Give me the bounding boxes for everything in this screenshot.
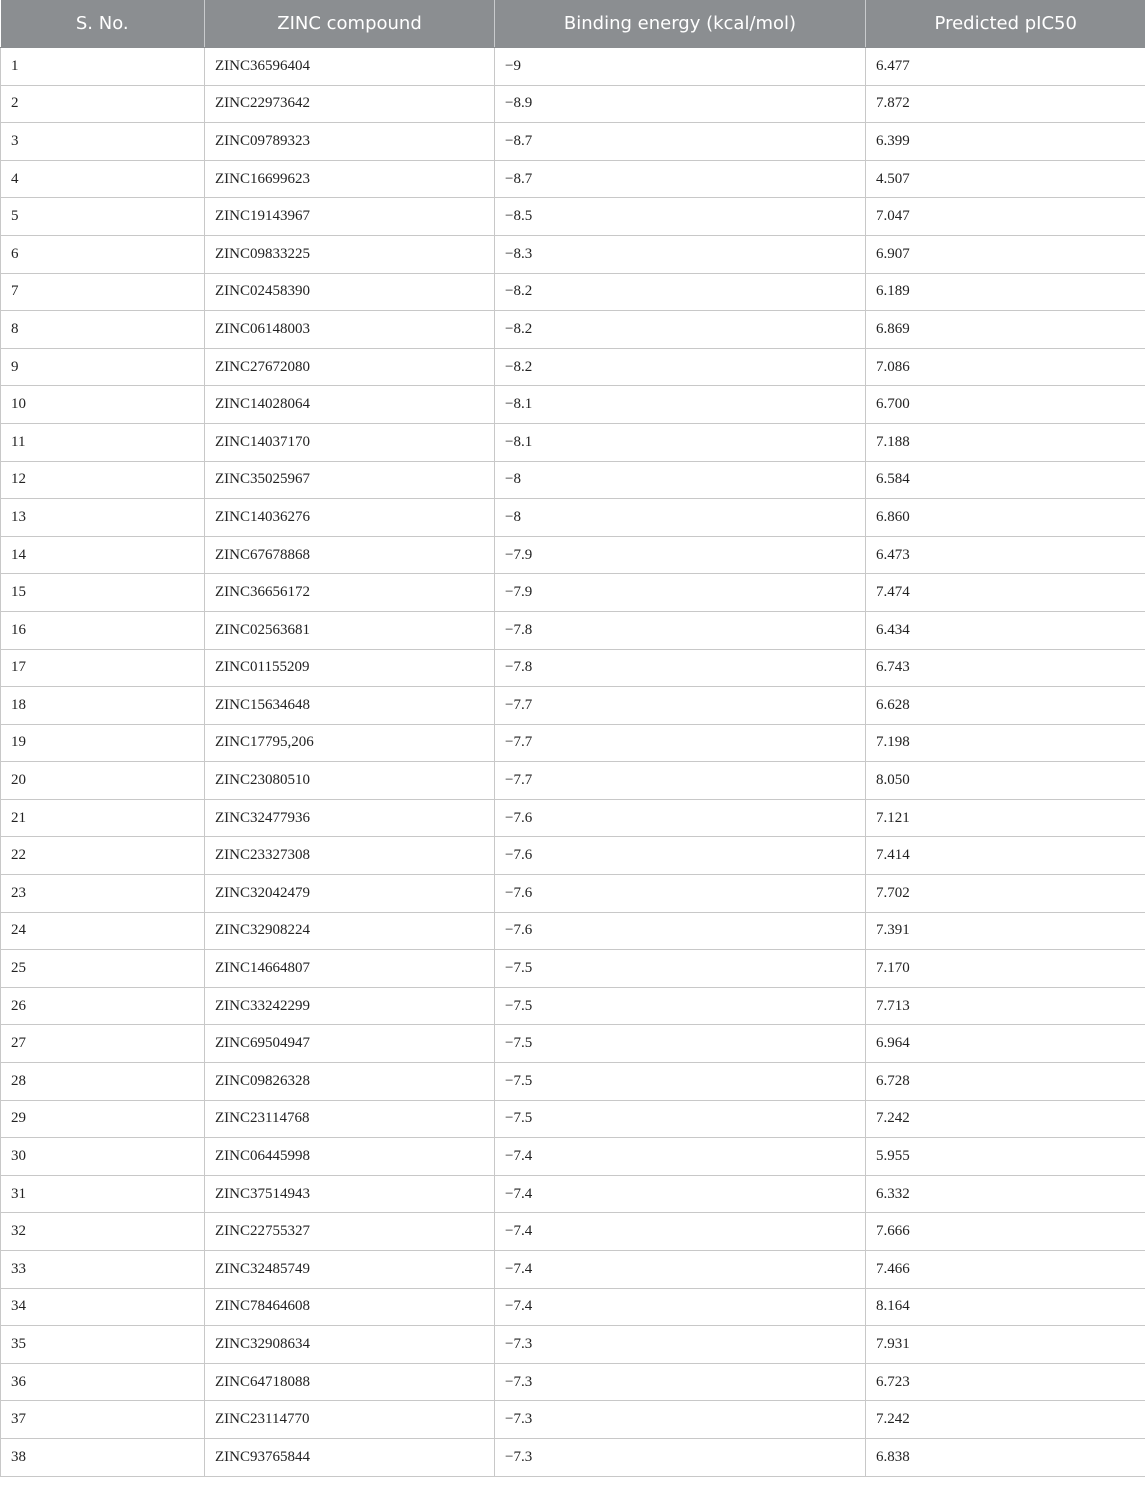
table-header	[1, 0, 1145, 48]
table-row	[1, 1138, 1145, 1176]
serial-number-cell: 33	[1, 1251, 205, 1289]
predicted-pic50-cell: 7.198	[866, 724, 1145, 762]
zinc-compound-cell: ZINC32477936	[205, 799, 495, 837]
binding-energy-cell: −7.9	[495, 536, 866, 574]
header-binding-energy: Binding energy (kcal/mol)	[495, 0, 866, 48]
predicted-pic50-cell: 4.507	[866, 160, 1145, 198]
predicted-pic50-cell: 7.170	[866, 950, 1145, 988]
serial-number-cell: 30	[1, 1138, 205, 1176]
table-row	[1, 311, 1145, 349]
serial-number-cell: 34	[1, 1288, 205, 1326]
serial-number-cell: 14	[1, 536, 205, 574]
binding-energy-cell: −8.2	[495, 311, 866, 349]
zinc-compound-cell: ZINC09833225	[205, 235, 495, 273]
predicted-pic50-cell: 6.728	[866, 1063, 1145, 1101]
table-row	[1, 574, 1145, 612]
table-row	[1, 1213, 1145, 1251]
binding-energy-cell: −8.9	[495, 85, 866, 123]
predicted-pic50-cell: 7.474	[866, 574, 1145, 612]
header-zinc-compound: ZINC compound	[205, 0, 495, 48]
binding-energy-cell: −7.8	[495, 611, 866, 649]
predicted-pic50-cell: 7.086	[866, 348, 1145, 386]
serial-number-cell: 32	[1, 1213, 205, 1251]
table-row	[1, 1025, 1145, 1063]
table-row	[1, 48, 1145, 86]
predicted-pic50-cell: 6.473	[866, 536, 1145, 574]
serial-number-cell: 37	[1, 1401, 205, 1439]
predicted-pic50-cell: 6.907	[866, 235, 1145, 273]
zinc-compound-cell: ZINC09826328	[205, 1063, 495, 1101]
table-row	[1, 273, 1145, 311]
binding-energy-cell: −7.9	[495, 574, 866, 612]
binding-energy-cell: −7.6	[495, 837, 866, 875]
predicted-pic50-cell: 6.399	[866, 123, 1145, 161]
serial-number-cell: 21	[1, 799, 205, 837]
predicted-pic50-cell: 7.242	[866, 1100, 1145, 1138]
binding-energy-cell: −7.5	[495, 950, 866, 988]
binding-energy-cell: −8.2	[495, 273, 866, 311]
serial-number-cell: 35	[1, 1326, 205, 1364]
serial-number-cell: 38	[1, 1438, 205, 1476]
table-row	[1, 1363, 1145, 1401]
serial-number-cell: 9	[1, 348, 205, 386]
binding-energy-cell: −8.7	[495, 160, 866, 198]
binding-energy-cell: −7.5	[495, 1100, 866, 1138]
serial-number-cell: 4	[1, 160, 205, 198]
predicted-pic50-cell: 8.050	[866, 762, 1145, 800]
predicted-pic50-cell: 7.188	[866, 423, 1145, 461]
serial-number-cell: 22	[1, 837, 205, 875]
binding-energy-cell: −7.3	[495, 1401, 866, 1439]
zinc-compound-cell: ZINC17795,206	[205, 724, 495, 762]
binding-energy-cell: −7.5	[495, 1025, 866, 1063]
zinc-compound-cell: ZINC22755327	[205, 1213, 495, 1251]
table-row	[1, 1401, 1145, 1439]
binding-energy-cell: −8.3	[495, 235, 866, 273]
serial-number-cell: 19	[1, 724, 205, 762]
serial-number-cell: 3	[1, 123, 205, 161]
zinc-compound-cell: ZINC36596404	[205, 48, 495, 86]
header-row	[1, 0, 1145, 48]
binding-energy-cell: −8.5	[495, 198, 866, 236]
predicted-pic50-cell: 7.414	[866, 837, 1145, 875]
zinc-compound-cell: ZINC14664807	[205, 950, 495, 988]
zinc-compound-cell: ZINC32908634	[205, 1326, 495, 1364]
predicted-pic50-cell: 6.189	[866, 273, 1145, 311]
table-body	[1, 48, 1145, 1477]
zinc-compound-cell: ZINC06445998	[205, 1138, 495, 1176]
zinc-compound-cell: ZINC23080510	[205, 762, 495, 800]
zinc-compound-cell: ZINC69504947	[205, 1025, 495, 1063]
zinc-compound-cell: ZINC23327308	[205, 837, 495, 875]
zinc-compound-cell: ZINC14036276	[205, 499, 495, 537]
table-row	[1, 837, 1145, 875]
zinc-compound-cell: ZINC93765844	[205, 1438, 495, 1476]
zinc-compound-cell: ZINC78464608	[205, 1288, 495, 1326]
header-serial-number: S. No.	[1, 0, 205, 48]
table-row	[1, 536, 1145, 574]
zinc-compound-cell: ZINC02563681	[205, 611, 495, 649]
serial-number-cell: 31	[1, 1175, 205, 1213]
binding-energy-cell: −7.6	[495, 912, 866, 950]
table-row	[1, 423, 1145, 461]
table-row	[1, 611, 1145, 649]
predicted-pic50-cell: 6.628	[866, 687, 1145, 725]
serial-number-cell: 16	[1, 611, 205, 649]
table-row	[1, 762, 1145, 800]
table-row	[1, 198, 1145, 236]
table-row	[1, 1326, 1145, 1364]
binding-energy-cell: −7.3	[495, 1326, 866, 1364]
zinc-compound-cell: ZINC01155209	[205, 649, 495, 687]
zinc-compound-cell: ZINC19143967	[205, 198, 495, 236]
binding-energy-cell: −7.4	[495, 1138, 866, 1176]
serial-number-cell: 29	[1, 1100, 205, 1138]
table-row	[1, 724, 1145, 762]
predicted-pic50-cell: 6.964	[866, 1025, 1145, 1063]
binding-energy-cell: −7.5	[495, 1063, 866, 1101]
table-row	[1, 386, 1145, 424]
serial-number-cell: 18	[1, 687, 205, 725]
predicted-pic50-cell: 7.872	[866, 85, 1145, 123]
predicted-pic50-cell: 6.869	[866, 311, 1145, 349]
table-row	[1, 499, 1145, 537]
table-row	[1, 649, 1145, 687]
binding-energy-cell: −9	[495, 48, 866, 86]
zinc-compound-cell: ZINC15634648	[205, 687, 495, 725]
zinc-compound-cell: ZINC32908224	[205, 912, 495, 950]
zinc-compound-cell: ZINC09789323	[205, 123, 495, 161]
table-row	[1, 123, 1145, 161]
zinc-compound-cell: ZINC02458390	[205, 273, 495, 311]
binding-energy-cell: −7.4	[495, 1175, 866, 1213]
zinc-compound-cell: ZINC64718088	[205, 1363, 495, 1401]
binding-energy-cell: −7.4	[495, 1288, 866, 1326]
table-row	[1, 348, 1145, 386]
zinc-compound-cell: ZINC33242299	[205, 987, 495, 1025]
serial-number-cell: 5	[1, 198, 205, 236]
binding-energy-cell: −7.7	[495, 762, 866, 800]
predicted-pic50-cell: 7.391	[866, 912, 1145, 950]
table-row	[1, 1288, 1145, 1326]
serial-number-cell: 13	[1, 499, 205, 537]
serial-number-cell: 26	[1, 987, 205, 1025]
binding-energy-cell: −7.7	[495, 687, 866, 725]
predicted-pic50-cell: 6.477	[866, 48, 1145, 86]
binding-energy-cell: −7.3	[495, 1363, 866, 1401]
predicted-pic50-cell: 6.723	[866, 1363, 1145, 1401]
binding-energy-cell: −7.7	[495, 724, 866, 762]
zinc-compound-cell: ZINC14028064	[205, 386, 495, 424]
zinc-compound-cell: ZINC27672080	[205, 348, 495, 386]
zinc-compound-cell: ZINC32042479	[205, 875, 495, 913]
table-row	[1, 1063, 1145, 1101]
predicted-pic50-cell: 7.666	[866, 1213, 1145, 1251]
table-row	[1, 687, 1145, 725]
table-row	[1, 1438, 1145, 1476]
serial-number-cell: 8	[1, 311, 205, 349]
header-predicted-pic50: Predicted pIC50	[866, 0, 1145, 48]
predicted-pic50-cell: 6.584	[866, 461, 1145, 499]
predicted-pic50-cell: 6.700	[866, 386, 1145, 424]
predicted-pic50-cell: 6.838	[866, 1438, 1145, 1476]
table-row	[1, 1100, 1145, 1138]
binding-energy-cell: −8.2	[495, 348, 866, 386]
predicted-pic50-cell: 7.466	[866, 1251, 1145, 1289]
predicted-pic50-cell: 6.434	[866, 611, 1145, 649]
table-row	[1, 912, 1145, 950]
serial-number-cell: 7	[1, 273, 205, 311]
binding-energy-cell: −8	[495, 461, 866, 499]
table-row	[1, 987, 1145, 1025]
binding-energy-cell: −8.1	[495, 386, 866, 424]
binding-energy-cell: −7.6	[495, 875, 866, 913]
serial-number-cell: 28	[1, 1063, 205, 1101]
serial-number-cell: 11	[1, 423, 205, 461]
zinc-compound-cell: ZINC23114770	[205, 1401, 495, 1439]
predicted-pic50-cell: 6.332	[866, 1175, 1145, 1213]
table-row	[1, 875, 1145, 913]
serial-number-cell: 2	[1, 85, 205, 123]
zinc-compound-cell: ZINC22973642	[205, 85, 495, 123]
table-row	[1, 1251, 1145, 1289]
serial-number-cell: 24	[1, 912, 205, 950]
serial-number-cell: 27	[1, 1025, 205, 1063]
binding-energy-cell: −7.4	[495, 1251, 866, 1289]
predicted-pic50-cell: 6.743	[866, 649, 1145, 687]
zinc-compound-cell: ZINC36656172	[205, 574, 495, 612]
serial-number-cell: 17	[1, 649, 205, 687]
predicted-pic50-cell: 8.164	[866, 1288, 1145, 1326]
zinc-compound-cell: ZINC06148003	[205, 311, 495, 349]
binding-energy-cell: −8.1	[495, 423, 866, 461]
serial-number-cell: 36	[1, 1363, 205, 1401]
table-row	[1, 235, 1145, 273]
table-row	[1, 461, 1145, 499]
predicted-pic50-cell: 7.702	[866, 875, 1145, 913]
table-row	[1, 1175, 1145, 1213]
zinc-compound-cell: ZINC32485749	[205, 1251, 495, 1289]
binding-energy-cell: −8	[495, 499, 866, 537]
zinc-compound-cell: ZINC35025967	[205, 461, 495, 499]
table-row	[1, 160, 1145, 198]
predicted-pic50-cell: 7.931	[866, 1326, 1145, 1364]
predicted-pic50-cell: 5.955	[866, 1138, 1145, 1176]
serial-number-cell: 23	[1, 875, 205, 913]
zinc-compound-cell: ZINC23114768	[205, 1100, 495, 1138]
predicted-pic50-cell: 7.242	[866, 1401, 1145, 1439]
binding-energy-cell: −7.5	[495, 987, 866, 1025]
serial-number-cell: 1	[1, 48, 205, 86]
table-row	[1, 950, 1145, 988]
serial-number-cell: 6	[1, 235, 205, 273]
zinc-compound-cell: ZINC14037170	[205, 423, 495, 461]
serial-number-cell: 15	[1, 574, 205, 612]
predicted-pic50-cell: 6.860	[866, 499, 1145, 537]
serial-number-cell: 20	[1, 762, 205, 800]
binding-energy-cell: −7.4	[495, 1213, 866, 1251]
predicted-pic50-cell: 7.121	[866, 799, 1145, 837]
binding-energy-cell: −7.3	[495, 1438, 866, 1476]
zinc-compound-cell: ZINC16699623	[205, 160, 495, 198]
predicted-pic50-cell: 7.047	[866, 198, 1145, 236]
binding-energy-cell: −8.7	[495, 123, 866, 161]
table-row	[1, 799, 1145, 837]
serial-number-cell: 12	[1, 461, 205, 499]
binding-energy-cell: −7.6	[495, 799, 866, 837]
table-row	[1, 85, 1145, 123]
binding-energy-cell: −7.8	[495, 649, 866, 687]
zinc-compound-cell: ZINC37514943	[205, 1175, 495, 1213]
serial-number-cell: 10	[1, 386, 205, 424]
zinc-compound-cell: ZINC67678868	[205, 536, 495, 574]
serial-number-cell: 25	[1, 950, 205, 988]
predicted-pic50-cell: 7.713	[866, 987, 1145, 1025]
